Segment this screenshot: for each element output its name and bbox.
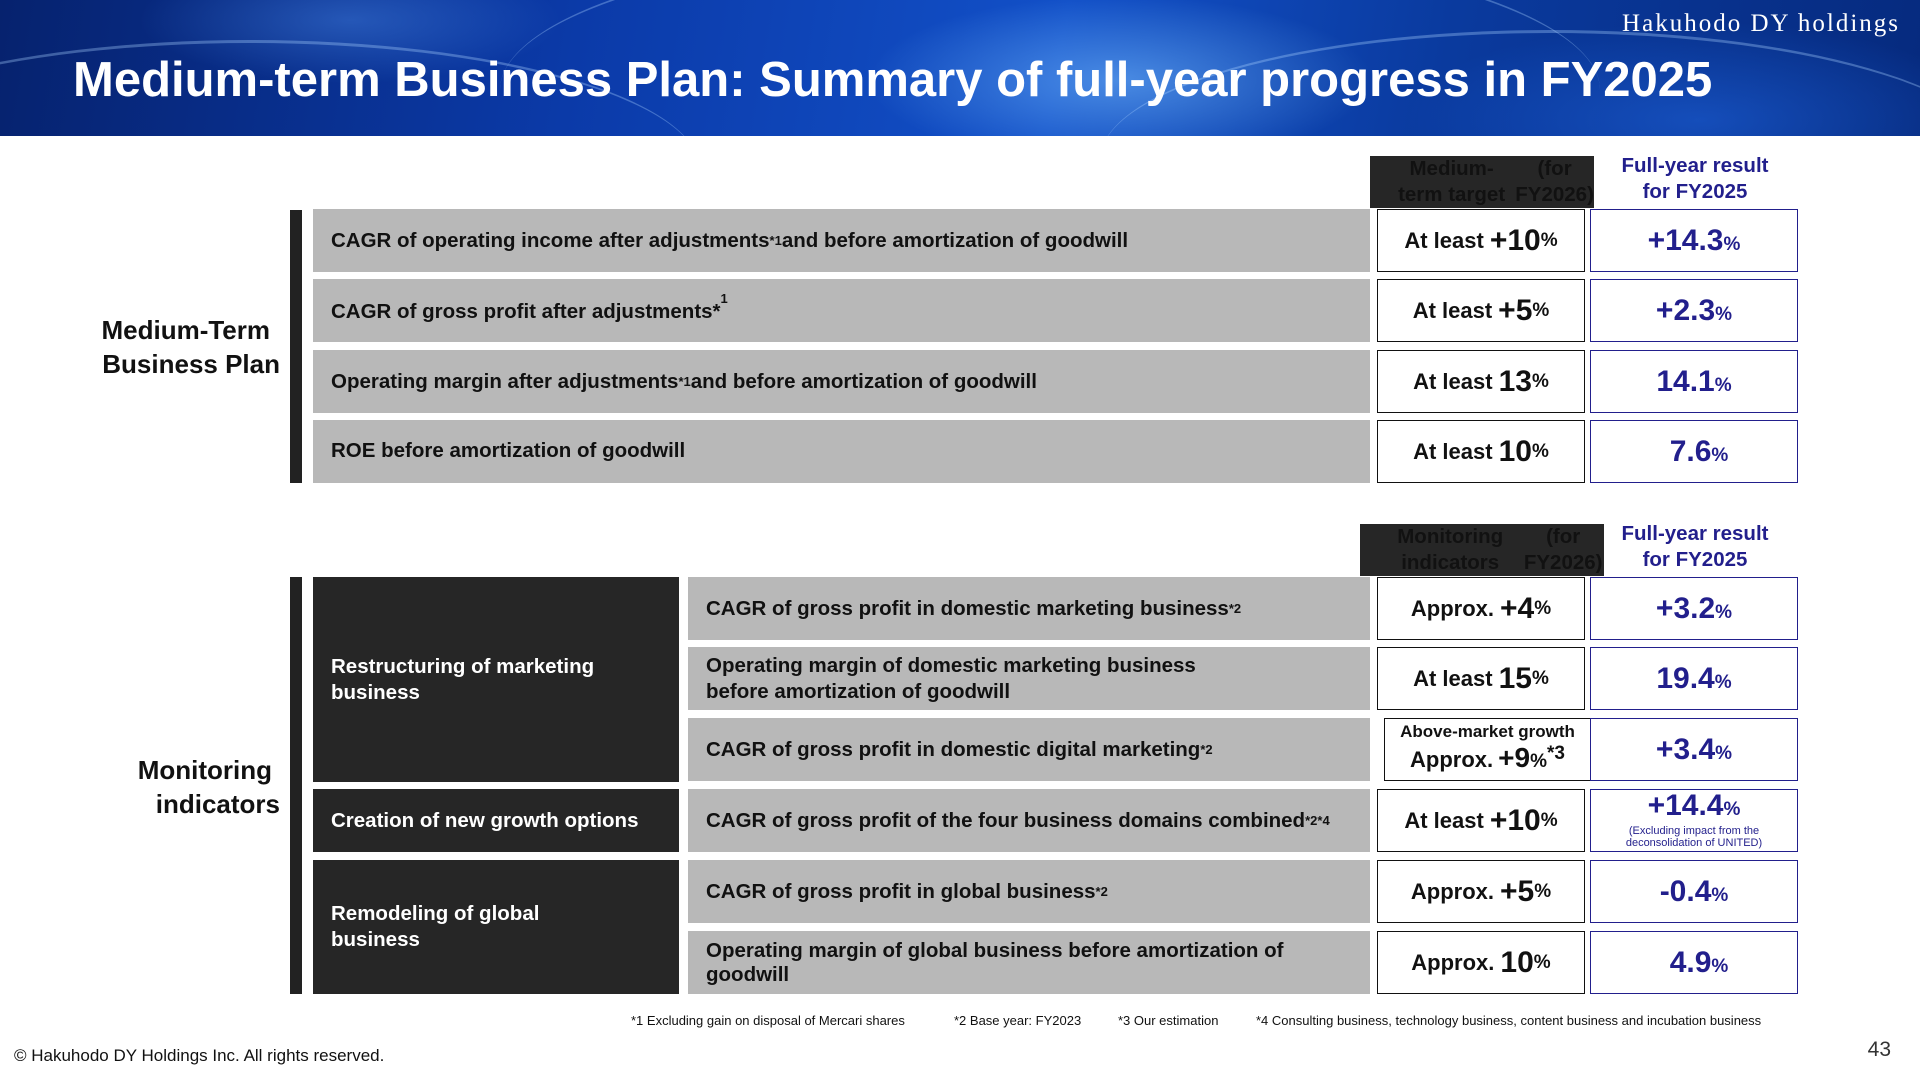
target-value: +9 <box>1498 742 1531 773</box>
monitoring-result-cell <box>1590 718 1798 781</box>
result-unit: % <box>1711 444 1729 466</box>
target-unit: % <box>1531 370 1549 392</box>
metric-text: and before amortization of goodwill <box>690 369 1037 393</box>
metric-text: Operating margin after adjustments <box>331 369 679 393</box>
monitoring-result-cell <box>1590 789 1798 852</box>
metric-text: CAGR of gross profit in domestic digital marketing <box>706 737 1201 761</box>
target-unit: % <box>1530 751 1547 772</box>
plan-target-header-line1: Medium-term target <box>1398 157 1506 206</box>
monitoring-result-cell <box>1590 647 1798 710</box>
result-value: +3.4 <box>1655 732 1716 766</box>
target-value: 10 <box>1498 434 1532 468</box>
metric-text: CAGR of gross profit in domestic marketing business <box>706 596 1229 620</box>
target-value: 10 <box>1500 945 1534 979</box>
footnote-3: *3 Our estimation <box>1118 1013 1219 1028</box>
plan-section-label-line1: Medium-Term <box>101 315 270 345</box>
metric-text-line2: before amortization of goodwill <box>706 679 1011 703</box>
target-value: 13 <box>1498 364 1532 398</box>
target-value: +10 <box>1489 803 1541 837</box>
result-value: +14.3 <box>1647 223 1724 257</box>
page-number: 43 <box>1867 1038 1891 1061</box>
header-banner <box>0 0 1920 136</box>
target-prefix: Approx. <box>1410 878 1494 904</box>
result-value: 4.9 <box>1669 945 1712 979</box>
target-unit: % <box>1534 880 1552 902</box>
target-unit: % <box>1532 299 1550 321</box>
target-prefix: At least <box>1413 368 1493 394</box>
target-unit: % <box>1531 667 1549 689</box>
result-value: -0.4 <box>1659 874 1712 908</box>
target-value: +5 <box>1498 293 1533 327</box>
target-unit: % <box>1540 809 1558 831</box>
group-label-line2: business <box>331 928 420 951</box>
result-unit: % <box>1714 374 1732 396</box>
monitoring-metric-label: CAGR of gross profit of the four business domains combined *2*4 <box>688 789 1370 852</box>
monitoring-target-cell <box>1377 931 1585 994</box>
group-label-line2: business <box>331 680 420 704</box>
monitoring-target-cell <box>1377 789 1585 852</box>
metric-text: CAGR of gross profit in global business <box>706 879 1096 903</box>
group-label-line1: Creation of new growth options <box>331 808 639 832</box>
footnote-2: *2 Base year: FY2023 <box>954 1013 1082 1028</box>
target-value: +4 <box>1500 591 1535 625</box>
monitoring-result-header-line2: for FY2025 <box>1642 548 1748 571</box>
plan-result-cell <box>1590 420 1798 483</box>
result-value: 19.4 <box>1656 661 1715 695</box>
monitoring-result-cell <box>1590 931 1798 994</box>
plan-result-header-line2: for FY2025 <box>1642 180 1748 203</box>
target-note: Above-market growth <box>1400 722 1575 741</box>
group-remodeling-global <box>313 860 679 994</box>
monitoring-result-header <box>1590 521 1800 573</box>
result-unit: % <box>1723 799 1741 820</box>
target-unit: % <box>1534 597 1552 619</box>
brand-logo: Hakuhodo DY holdings <box>1622 10 1900 37</box>
plan-section-bar <box>290 210 302 483</box>
metric-text-line2: goodwill <box>706 962 790 986</box>
plan-result-cell <box>1590 209 1798 272</box>
target-unit: % <box>1533 951 1551 973</box>
target-value: +5 <box>1500 874 1535 908</box>
result-unit: % <box>1715 742 1733 764</box>
result-unit: % <box>1711 955 1729 977</box>
monitoring-section-bar <box>290 577 302 994</box>
result-unit: % <box>1714 671 1732 693</box>
monitoring-target-header <box>1360 524 1604 576</box>
group-restructuring-marketing <box>313 577 679 782</box>
group-new-growth-options <box>313 789 679 852</box>
footnote-ref: *3 <box>1547 743 1565 764</box>
monitoring-target-cell <box>1377 647 1585 710</box>
plan-target-cell <box>1377 420 1585 483</box>
target-value: 15 <box>1498 661 1532 695</box>
plan-target-cell <box>1377 209 1585 272</box>
target-prefix: Approx. <box>1410 747 1494 772</box>
monitoring-metric-label: CAGR of gross profit in global business *2 <box>688 860 1370 923</box>
result-unit: % <box>1715 303 1733 325</box>
target-prefix: Approx. <box>1411 949 1495 975</box>
metric-text: Operating margin of domestic marketing business <box>706 653 1196 677</box>
monitoring-metric-label <box>688 647 1370 710</box>
target-line <box>1385 743 1590 777</box>
target-prefix: Approx. <box>1410 595 1494 621</box>
monitoring-target-cell <box>1377 860 1585 923</box>
metric-text: ROE before amortization of goodwill <box>331 439 686 462</box>
plan-section-label <box>70 313 280 381</box>
group-label-line1: Restructuring of marketing <box>331 654 595 678</box>
plan-section-label-line2: Business Plan <box>102 349 280 379</box>
plan-result-header <box>1590 153 1800 205</box>
monitoring-metric-label: CAGR of gross profit in domestic digital marketing *2 <box>688 718 1370 781</box>
monitoring-section-label-line1: Monitoring <box>137 755 272 785</box>
target-unit: % <box>1540 229 1558 251</box>
monitoring-metric-label <box>688 931 1370 994</box>
plan-result-cell <box>1590 279 1798 342</box>
monitoring-target-header-line1: Monitoring indicators <box>1397 525 1504 574</box>
result-value: +3.2 <box>1655 591 1716 625</box>
plan-target-cell <box>1377 350 1585 413</box>
plan-metric-label: Operating margin after adjustments *1 and before amortization of goodwill <box>313 350 1370 413</box>
target-unit: % <box>1531 440 1549 462</box>
monitoring-metric-label: CAGR of gross profit in domestic marketing business *2 <box>688 577 1370 640</box>
target-prefix: At least <box>1404 807 1484 833</box>
result-value: +14.4 <box>1647 789 1724 822</box>
monitoring-target-cell <box>1377 577 1585 640</box>
monitoring-target-cell <box>1384 718 1591 781</box>
monitoring-section-label-line2: indicators <box>155 789 280 819</box>
plan-metric-label: CAGR of operating income after adjustments *1 and before amortization of goodwill <box>313 209 1370 272</box>
target-prefix: At least <box>1413 438 1493 464</box>
plan-target-header-line2: (for FY2026) <box>1515 157 1594 206</box>
page-title: Medium-term Business Plan: Summary of full-year progress in FY2025 <box>73 53 1713 107</box>
result-unit: % <box>1723 233 1741 255</box>
footnote-4: *4 Consulting business, technology business, content business and incubation business <box>1256 1013 1762 1028</box>
plan-metric-label <box>313 420 1370 483</box>
target-prefix: At least <box>1413 665 1493 691</box>
result-unit: % <box>1711 884 1729 906</box>
plan-metric-label: CAGR of gross profit after adjustments* 1 <box>313 279 1370 342</box>
plan-result-header-line1: Full-year result <box>1621 154 1769 177</box>
result-note-line1: (Excluding impact from the <box>1628 825 1760 837</box>
metric-text: CAGR of operating income after adjustments <box>331 228 770 252</box>
monitoring-result-cell <box>1590 577 1798 640</box>
monitoring-result-header-line1: Full-year result <box>1621 522 1769 545</box>
result-value: 14.1 <box>1656 364 1715 398</box>
metric-text: CAGR of gross profit after adjustments* <box>331 300 721 323</box>
metric-text: Operating margin of global business before amortization of <box>706 938 1284 962</box>
result-note-line2: deconsolidation of UNITED) <box>1625 837 1763 849</box>
group-label-line1: Remodeling of global <box>331 902 540 925</box>
metric-text: CAGR of gross profit of the four business domains combined <box>706 808 1306 832</box>
target-prefix: At least <box>1412 297 1493 323</box>
plan-target-cell <box>1377 279 1585 342</box>
result-value: 7.6 <box>1669 434 1712 468</box>
plan-result-cell <box>1590 350 1798 413</box>
monitoring-target-header-line2: (for FY2026) <box>1523 525 1603 574</box>
monitoring-section-label <box>70 753 280 821</box>
plan-target-header <box>1370 156 1594 208</box>
metric-text: and before amortization of goodwill <box>781 228 1129 252</box>
result-value: +2.3 <box>1655 293 1716 327</box>
result-unit: % <box>1715 601 1733 623</box>
target-prefix: At least <box>1404 227 1484 253</box>
footnote-1: *1 Excluding gain on disposal of Mercari shares <box>631 1013 905 1028</box>
target-value: +10 <box>1489 223 1541 257</box>
monitoring-result-cell <box>1590 860 1798 923</box>
copyright-notice: © Hakuhodo DY Holdings Inc. All rights reserved. <box>14 1046 385 1065</box>
